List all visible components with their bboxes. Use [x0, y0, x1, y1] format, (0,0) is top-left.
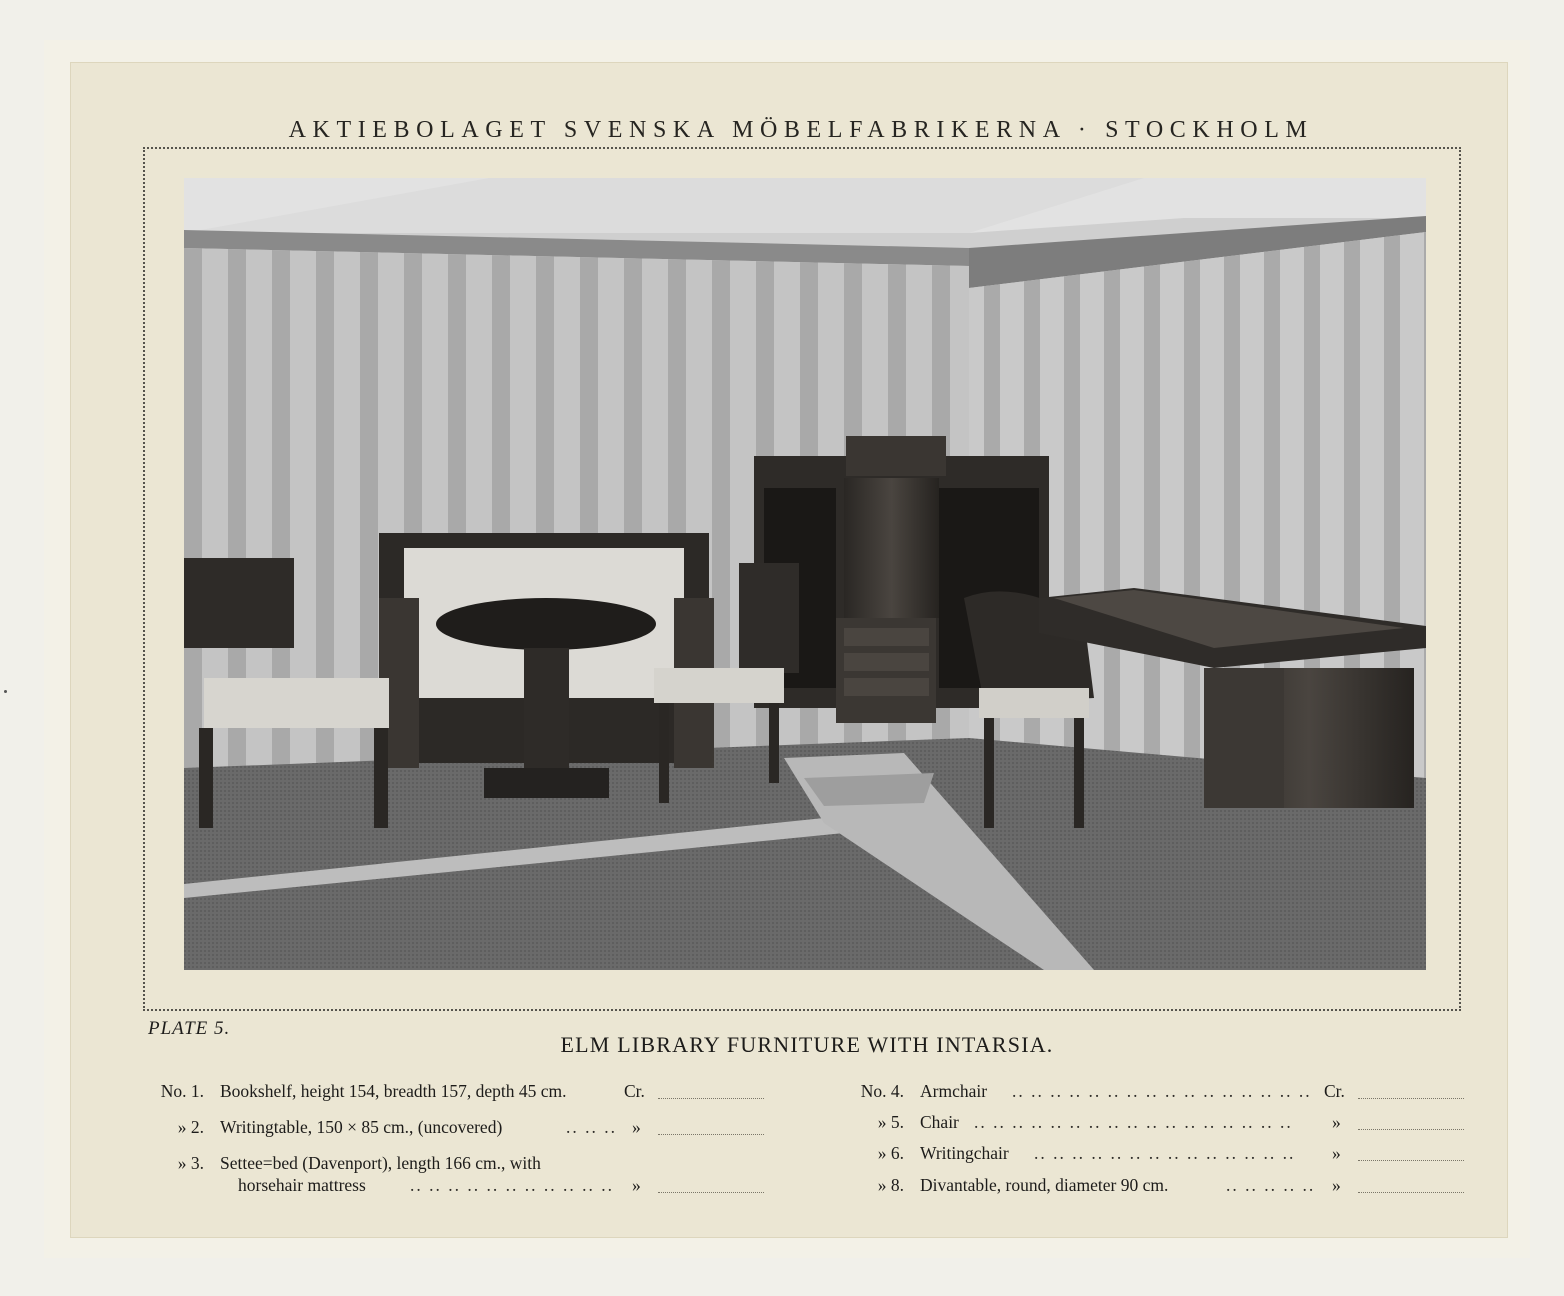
price-blank — [658, 1192, 764, 1193]
plate-label: PLATE 5. — [148, 1018, 231, 1039]
dot-leader: .. .. .. .. .. .. .. .. .. .. .. .. .. .. .. .. .. — [974, 1114, 1293, 1132]
dot-leader: .. .. .. .. .. .. .. .. .. .. .. — [410, 1177, 614, 1195]
currency-label: Cr. — [1324, 1081, 1345, 1101]
currency-label: Cr. — [624, 1081, 645, 1101]
price-blank — [1358, 1098, 1464, 1099]
item-number: » 6. — [877, 1143, 904, 1163]
price-blank — [1358, 1160, 1464, 1161]
price-blank — [1358, 1192, 1464, 1193]
item-description: Bookshelf, height 154, breadth 157, depth 45 cm. — [220, 1081, 567, 1101]
item-description: Divantable, round, diameter 90 cm. — [920, 1175, 1169, 1195]
item-description: Armchair — [920, 1081, 988, 1101]
item-description: Chair — [920, 1112, 959, 1132]
item-description-continued: horsehair mattress — [238, 1175, 366, 1195]
item-number: » 5. — [877, 1112, 904, 1132]
dot-leader: .. .. .. — [566, 1119, 617, 1137]
dot-leader: .. .. .. .. .. — [1226, 1177, 1316, 1195]
currency-label: » — [1332, 1175, 1341, 1195]
item-number: » 8. — [877, 1175, 904, 1195]
item-number: No. 4. — [860, 1081, 904, 1101]
paper-speck — [4, 690, 7, 693]
item-number: » 2. — [177, 1117, 204, 1137]
item-description: Settee=bed (Davenport), length 166 cm., with — [220, 1153, 541, 1173]
furniture-room-photograph — [184, 178, 1426, 970]
currency-label: » — [1332, 1112, 1341, 1132]
currency-label: » — [632, 1117, 641, 1137]
item-description: Writingchair — [920, 1143, 1009, 1163]
plate-title: ELM LIBRARY FURNITURE WITH INTARSIA. — [560, 1032, 1054, 1057]
item-number: » 3. — [177, 1153, 204, 1173]
dot-leader: .. .. .. .. .. .. .. .. .. .. .. .. .. .. — [1034, 1145, 1296, 1163]
price-blank — [1358, 1129, 1464, 1130]
room-illustration — [184, 178, 1426, 970]
price-blank — [658, 1098, 764, 1099]
dot-leader: .. .. .. .. .. .. .. .. .. .. .. .. .. .. .. .. — [1012, 1083, 1312, 1101]
company-header: AKTIEBOLAGET SVENSKA MÖBELFABRIKERNA · STOCKHOLM — [288, 117, 1314, 143]
price-blank — [658, 1134, 764, 1135]
currency-label: » — [1332, 1143, 1341, 1163]
currency-label: » — [632, 1175, 641, 1195]
item-number: No. 1. — [160, 1081, 204, 1101]
item-description: Writingtable, 150 × 85 cm., (uncovered) — [220, 1117, 503, 1137]
